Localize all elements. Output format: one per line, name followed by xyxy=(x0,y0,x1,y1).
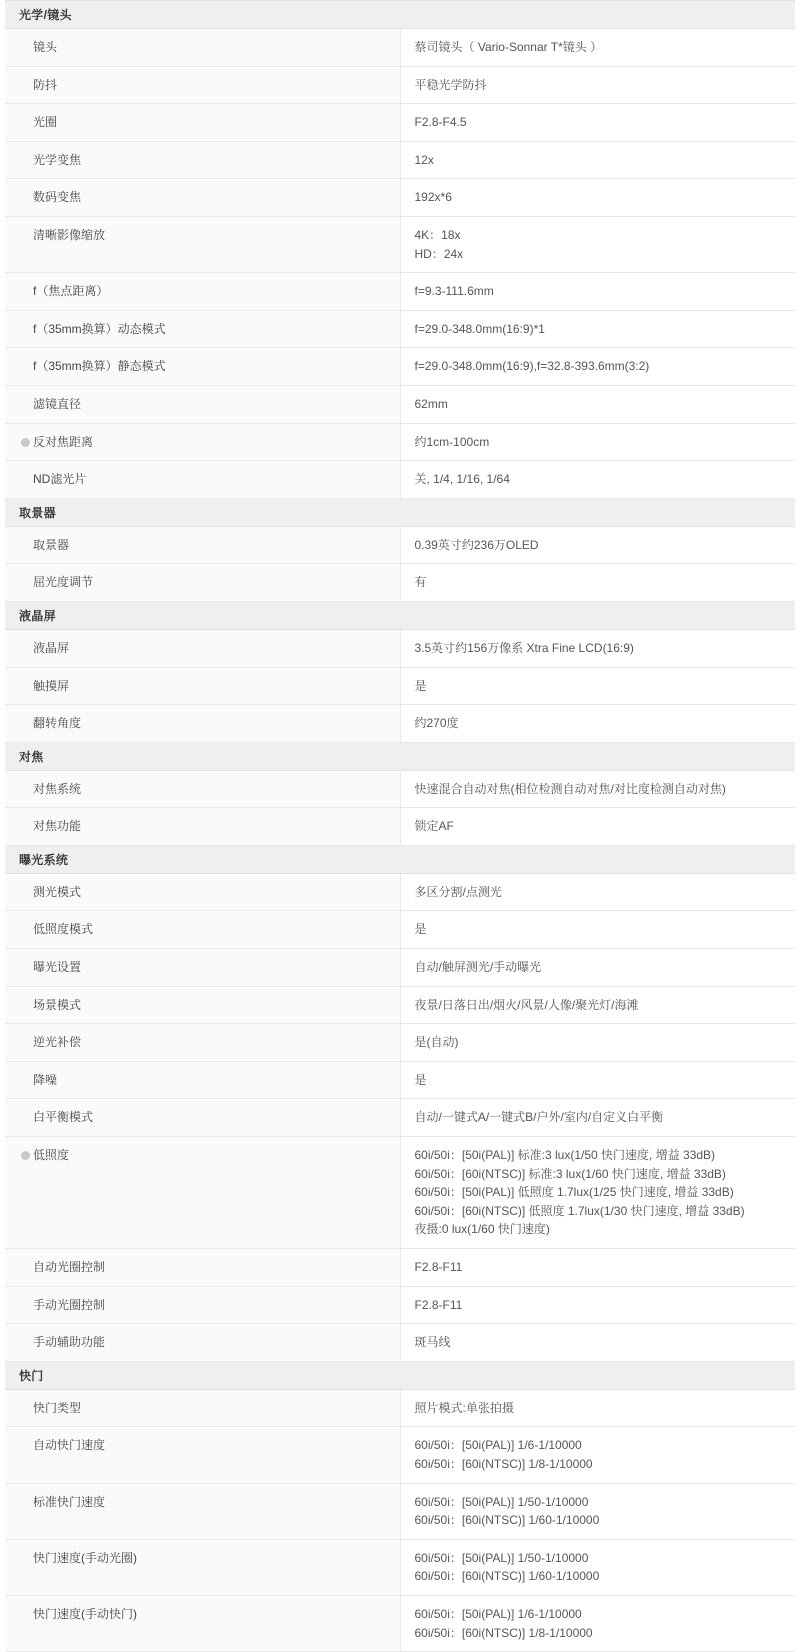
spec-label-cell xyxy=(5,179,400,217)
spec-value-line: 约270度 xyxy=(414,716,459,731)
spec-label-cell xyxy=(5,423,400,461)
spec-label-cell xyxy=(5,216,400,272)
spec-label: 白平衡模式 xyxy=(33,1110,94,1125)
table-row xyxy=(5,310,795,348)
table-row xyxy=(5,1061,795,1099)
table-row xyxy=(5,1099,795,1137)
spec-value-line: 是 xyxy=(414,1072,427,1087)
spec-value-cell xyxy=(400,1595,795,1651)
spec-label: 对焦系统 xyxy=(33,781,82,796)
spec-value-line: 60i/50i：[50i(PAL)] 1/50-1/10000 xyxy=(414,1494,589,1509)
spec-label-cell xyxy=(5,667,400,705)
spec-value-line: 60i/50i：[60i(NTSC)] 标准:3 lux(1/60 快门速度, 增益 33dB) xyxy=(414,1166,726,1181)
spec-label: 数码变焦 xyxy=(33,190,82,205)
spec-label-cell xyxy=(5,705,400,743)
spec-value-line: 4K：18x xyxy=(414,227,461,242)
spec-value-cell xyxy=(400,1061,795,1099)
spec-label-cell xyxy=(5,66,400,104)
spec-value-cell xyxy=(400,526,795,564)
table-row xyxy=(5,1483,795,1539)
section-heading: 曝光系统 xyxy=(5,845,795,873)
spec-value-line: 60i/50i：[50i(PAL)] 低照度 1.7lux(1/25 快门速度, 增益 33dB) xyxy=(414,1185,734,1200)
spec-label-cell xyxy=(5,1483,400,1539)
spec-value-line: F2.8-F4.5 xyxy=(414,115,467,130)
spec-value-line: 是 xyxy=(414,922,427,937)
spec-label: 快门速度(手动光圈) xyxy=(33,1550,137,1565)
spec-label: 快门速度(手动快门) xyxy=(33,1606,137,1621)
table-row xyxy=(5,141,795,179)
section-heading: 光学/镜头 xyxy=(5,1,795,29)
table-row xyxy=(5,911,795,949)
table-row xyxy=(5,1539,795,1595)
table-row xyxy=(5,1595,795,1651)
spec-value-line: 是(自动) xyxy=(414,1035,459,1050)
spec-value-cell xyxy=(400,461,795,499)
spec-value-line: 60i/50i：[60i(NTSC)] 1/8-1/10000 xyxy=(414,1625,593,1640)
section-header-row xyxy=(5,1,795,29)
spec-value-line: 自动/一键式A/一键式B/户外/室内/自定义白平衡 xyxy=(414,1110,664,1125)
specifications-table xyxy=(5,0,795,1652)
spec-label-cell xyxy=(5,273,400,311)
section-header-row xyxy=(5,498,795,526)
spec-value-line: 60i/50i：[50i(PAL)] 1/6-1/10000 xyxy=(414,1606,582,1621)
spec-value-cell xyxy=(400,986,795,1024)
table-row xyxy=(5,526,795,564)
spec-label-cell xyxy=(5,949,400,987)
table-row xyxy=(5,1024,795,1062)
spec-label-cell xyxy=(5,29,400,67)
spec-label: 取景器 xyxy=(33,537,70,552)
table-row xyxy=(5,273,795,311)
spec-value-line: 有 xyxy=(414,575,427,590)
spec-label: 对焦功能 xyxy=(33,819,82,834)
table-row xyxy=(5,1137,795,1249)
spec-label: 清晰影像缩放 xyxy=(33,227,106,242)
spec-value-line: 60i/50i：[60i(NTSC)] 低照度 1.7lux(1/30 快门速度, 增益 33dB) xyxy=(414,1203,745,1218)
spec-label-cell xyxy=(5,1286,400,1324)
spec-value-line: 是 xyxy=(414,678,427,693)
spec-label: ND滤光片 xyxy=(33,472,87,487)
spec-label: 标准快门速度 xyxy=(33,1494,106,1509)
spec-value-cell xyxy=(400,1539,795,1595)
spec-label-cell xyxy=(5,1595,400,1651)
spec-label: 液晶屏 xyxy=(33,640,70,655)
spec-label: 滤镜直径 xyxy=(33,396,82,411)
spec-label-cell xyxy=(5,141,400,179)
spec-value-line: 蔡司镜头（ Vario-Sonnar T*镜头 ） xyxy=(414,40,603,54)
spec-value-cell xyxy=(400,1324,795,1362)
spec-value-line: 锁定AF xyxy=(414,819,454,834)
spec-value-cell xyxy=(400,667,795,705)
spec-label-cell xyxy=(5,526,400,564)
spec-label: 翻转角度 xyxy=(33,716,82,731)
table-row xyxy=(5,423,795,461)
spec-value-line: f=9.3-111.6mm xyxy=(414,284,494,299)
table-row xyxy=(5,629,795,667)
spec-value-cell xyxy=(400,911,795,949)
section-heading: 快门 xyxy=(5,1361,795,1389)
spec-value-line: 自动/触屏测光/手动曝光 xyxy=(414,960,542,975)
spec-label-cell xyxy=(5,873,400,911)
spec-label-cell xyxy=(5,348,400,386)
section-heading: 取景器 xyxy=(5,498,795,526)
spec-label: f（35mm换算）动态模式 xyxy=(33,321,166,336)
spec-value-line: 60i/50i：[50i(PAL)] 1/6-1/10000 xyxy=(414,1438,582,1453)
spec-label: 低照度 xyxy=(33,1148,70,1163)
spec-value-cell xyxy=(400,423,795,461)
table-row xyxy=(5,179,795,217)
spec-label-cell xyxy=(5,1389,400,1427)
spec-value-line: 60i/50i：[50i(PAL)] 标准:3 lux(1/50 快门速度, 增益 33dB) xyxy=(414,1148,716,1163)
spec-label-cell xyxy=(5,310,400,348)
spec-value-line: 60i/50i：[60i(NTSC)] 1/8-1/10000 xyxy=(414,1456,593,1471)
spec-label: 低照度模式 xyxy=(33,922,94,937)
table-row xyxy=(5,461,795,499)
spec-value-line: 斑马线 xyxy=(414,1335,451,1350)
table-row xyxy=(5,348,795,386)
table-row xyxy=(5,66,795,104)
spec-value-line: f=29.0-348.0mm(16:9),f=32.8-393.6mm(3:2) xyxy=(414,359,650,374)
section-header-row xyxy=(5,1361,795,1389)
spec-label: f（焦点距离） xyxy=(33,284,109,299)
spec-value-cell xyxy=(400,385,795,423)
spec-value-cell xyxy=(400,564,795,602)
spec-value-line: f=29.0-348.0mm(16:9)*1 xyxy=(414,321,545,336)
spec-value-line: 多区分割/点测光 xyxy=(414,884,502,899)
spec-label: 场景模式 xyxy=(33,997,82,1012)
table-row xyxy=(5,29,795,67)
spec-label-cell xyxy=(5,104,400,142)
spec-label-cell xyxy=(5,629,400,667)
spec-value-cell xyxy=(400,808,795,846)
spec-value-line: 关, 1/4, 1/16, 1/64 xyxy=(414,472,510,487)
spec-label: 曝光设置 xyxy=(33,960,82,975)
spec-label: 屈光度调节 xyxy=(33,575,94,590)
spec-value-cell xyxy=(400,629,795,667)
spec-value-cell xyxy=(400,873,795,911)
spec-value-cell xyxy=(400,348,795,386)
spec-label-cell xyxy=(5,1249,400,1287)
section-heading: 对焦 xyxy=(5,742,795,770)
spec-value-line: 快速混合自动对焦(相位检测自动对焦/对比度检测自动对焦) xyxy=(414,781,726,796)
spec-label-cell xyxy=(5,385,400,423)
spec-value-cell xyxy=(400,1286,795,1324)
spec-value-line: 60i/50i：[60i(NTSC)] 1/60-1/10000 xyxy=(414,1569,600,1584)
section-header-row xyxy=(5,601,795,629)
spec-value-cell xyxy=(400,770,795,808)
spec-label-cell xyxy=(5,911,400,949)
table-row xyxy=(5,873,795,911)
section-heading: 液晶屏 xyxy=(5,601,795,629)
table-row xyxy=(5,705,795,743)
spec-value-cell xyxy=(400,104,795,142)
spec-value-cell xyxy=(400,1249,795,1287)
spec-value-cell xyxy=(400,1427,795,1483)
table-row xyxy=(5,1389,795,1427)
spec-label-cell xyxy=(5,1137,400,1249)
spec-label-cell xyxy=(5,770,400,808)
table-row xyxy=(5,770,795,808)
section-header-row xyxy=(5,742,795,770)
spec-value-cell xyxy=(400,310,795,348)
spec-value-cell xyxy=(400,216,795,272)
spec-label-cell xyxy=(5,808,400,846)
spec-value-line: 夜摄:0 lux(1/60 快门速度) xyxy=(414,1222,550,1237)
spec-value-cell xyxy=(400,29,795,67)
spec-label-cell xyxy=(5,461,400,499)
spec-label: 触摸屏 xyxy=(33,678,70,693)
table-row xyxy=(5,1249,795,1287)
spec-label: 反对焦距离 xyxy=(33,434,94,449)
spec-label-cell xyxy=(5,1061,400,1099)
spec-value-line: 60i/50i：[60i(NTSC)] 1/60-1/10000 xyxy=(414,1513,600,1528)
footnote-bullet-icon xyxy=(21,1151,30,1160)
table-row xyxy=(5,385,795,423)
spec-value-line: HD：24x xyxy=(414,246,464,261)
spec-label: f（35mm换算）静态模式 xyxy=(33,359,166,374)
spec-label: 快门类型 xyxy=(33,1400,82,1415)
spec-value-line: 平稳光学防抖 xyxy=(414,77,487,92)
footnote-bullet-icon xyxy=(21,438,30,447)
spec-label-cell xyxy=(5,1539,400,1595)
spec-label-cell xyxy=(5,1099,400,1137)
spec-value-cell xyxy=(400,141,795,179)
spec-label: 测光模式 xyxy=(33,884,82,899)
spec-label-cell xyxy=(5,1024,400,1062)
spec-label: 光学变焦 xyxy=(33,152,82,167)
spec-value-line: 3.5英寸约156万像系 Xtra Fine LCD(16:9) xyxy=(414,640,634,655)
spec-value-line: 夜景/日落日出/烟火/风景/人像/聚光灯/海滩 xyxy=(414,997,639,1012)
spec-label-cell xyxy=(5,564,400,602)
spec-value-cell xyxy=(400,1389,795,1427)
spec-value-cell xyxy=(400,273,795,311)
spec-value-cell xyxy=(400,1099,795,1137)
spec-value-cell xyxy=(400,1137,795,1249)
spec-value-line: F2.8-F11 xyxy=(414,1260,463,1274)
spec-label: 降噪 xyxy=(33,1072,58,1087)
spec-value-cell xyxy=(400,949,795,987)
spec-label: 光圈 xyxy=(33,115,58,130)
spec-value-line: 约1cm-100cm xyxy=(414,434,490,449)
spec-label-cell xyxy=(5,1427,400,1483)
table-row xyxy=(5,104,795,142)
table-row xyxy=(5,1427,795,1483)
spec-value-cell xyxy=(400,66,795,104)
spec-value-line: F2.8-F11 xyxy=(414,1297,463,1312)
spec-value-line: 0.39英寸约236万OLED xyxy=(414,537,539,552)
spec-label: 自动光圈控制 xyxy=(33,1260,106,1274)
table-row xyxy=(5,216,795,272)
spec-label: 防抖 xyxy=(33,77,58,92)
spec-value-line: 60i/50i：[50i(PAL)] 1/50-1/10000 xyxy=(414,1550,589,1565)
spec-value-line: 照片模式:单张拍摄 xyxy=(414,1400,514,1415)
table-row xyxy=(5,949,795,987)
spec-value-cell xyxy=(400,1483,795,1539)
section-header-row xyxy=(5,845,795,873)
table-row xyxy=(5,1286,795,1324)
spec-value-line: 12x xyxy=(414,152,434,167)
spec-label: 逆光补偿 xyxy=(33,1035,82,1050)
spec-value-cell xyxy=(400,179,795,217)
spec-label: 手动光圈控制 xyxy=(33,1297,106,1312)
table-row xyxy=(5,564,795,602)
spec-label-cell xyxy=(5,986,400,1024)
spec-label: 自动快门速度 xyxy=(33,1438,106,1453)
spec-label-cell xyxy=(5,1324,400,1362)
table-row xyxy=(5,986,795,1024)
table-row xyxy=(5,1324,795,1362)
spec-value-cell xyxy=(400,705,795,743)
table-row xyxy=(5,667,795,705)
spec-value-cell xyxy=(400,1024,795,1062)
spec-label: 手动辅助功能 xyxy=(33,1335,106,1350)
spec-value-line: 192x*6 xyxy=(414,190,452,205)
spec-label: 镜头 xyxy=(33,40,58,54)
table-row xyxy=(5,808,795,846)
spec-value-line: 62mm xyxy=(414,396,448,411)
